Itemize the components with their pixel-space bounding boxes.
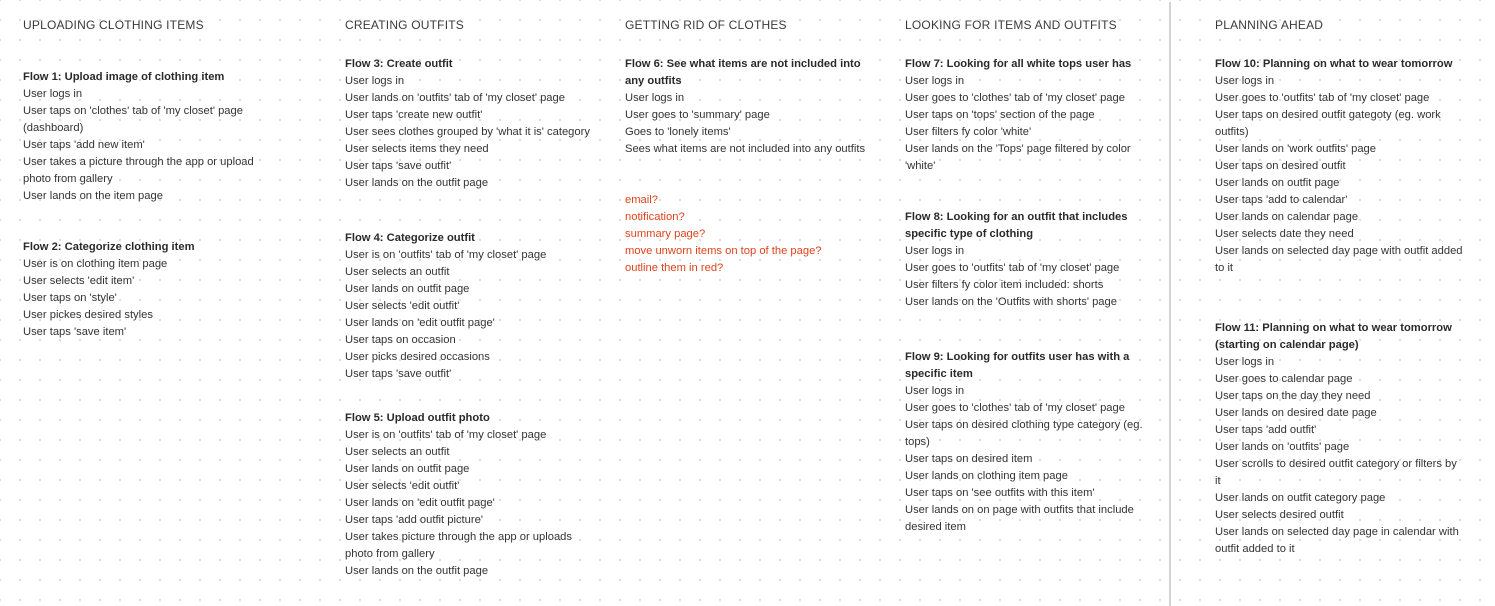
- flow-title: Flow 6: See what items are not included into any outfits: [625, 58, 861, 87]
- flow-step: User scrolls to desired outfit category or filters by it: [1215, 458, 1457, 487]
- flow-step: User selects 'edit item': [23, 275, 135, 287]
- flow-step: User goes to 'outfits' tab of 'my closet' page: [1215, 92, 1430, 104]
- flow-step: User logs in: [905, 75, 965, 87]
- flow-step: User lands on 'outfits' tab of 'my closet' page: [345, 92, 565, 104]
- flow-step: User selects an outfit: [345, 266, 450, 278]
- flow-step: User taps 'add outfit picture': [345, 514, 483, 526]
- flow-3: [345, 56, 600, 192]
- flow-step: User logs in: [1215, 356, 1275, 368]
- flow-step: User taps 'save outfit': [345, 160, 452, 172]
- column-divider: [1169, 2, 1171, 606]
- flow-2: [23, 239, 278, 341]
- flow-step: User goes to 'outfits' tab of 'my closet' page: [905, 262, 1120, 274]
- flow-step: User logs in: [905, 385, 965, 397]
- flow-step: User selects items they need: [345, 143, 489, 155]
- flow-step: User pickes desired styles: [23, 309, 153, 321]
- flow-step: User lands on the outfit page: [345, 565, 489, 577]
- flow-step: User is on clothing item page: [23, 258, 168, 270]
- flow-step: User logs in: [1215, 75, 1275, 87]
- flow-step: User filters fy color item included: shorts: [905, 279, 1104, 291]
- flow-step: User lands on 'work outfits' page: [1215, 143, 1376, 155]
- flow-step: User goes to 'clothes' tab of 'my closet' page: [905, 92, 1125, 104]
- flow-step: Goes to 'lonely items': [625, 126, 731, 138]
- flow-step: User lands on 'edit outfit page': [345, 497, 495, 509]
- flow-title: Flow 1: Upload image of clothing item: [23, 71, 225, 83]
- flow-4: [345, 230, 600, 383]
- flow-title: Flow 11: Planning on what to wear tomorrow (starting on calendar page): [1215, 322, 1452, 351]
- flow-step: User lands on 'outfits' page: [1215, 441, 1350, 453]
- flow-title: Flow 3: Create outfit: [345, 58, 453, 70]
- flow-title: Flow 9: Looking for outfits user has with a specific item: [905, 351, 1130, 380]
- flow-step: User sees clothes grouped by 'what it is' category: [345, 126, 590, 138]
- note: outline them in red?: [625, 262, 724, 274]
- flow-6: [625, 56, 870, 158]
- flow-step: User taps 'add outfit': [1215, 424, 1317, 436]
- flow-step: User lands on the outfit page: [345, 177, 489, 189]
- flow-8: [905, 209, 1153, 311]
- note: notification?: [625, 211, 685, 223]
- flow-step: User filters fy color 'white': [905, 126, 1032, 138]
- flow-step: User taps on desired outfit gategoty (eg. work outfits): [1215, 109, 1441, 138]
- flow-step: User lands on selected day page with outfit added to it: [1215, 245, 1463, 274]
- flow-step: User selects date they need: [1215, 228, 1354, 240]
- flow-step: User takes picture through the app or uploads photo from gallery: [345, 531, 572, 560]
- flow-step: User selects 'edit outfit': [345, 300, 460, 312]
- flow-1: [23, 69, 278, 205]
- flow-step: User taps on 'tops' section of the page: [905, 109, 1095, 121]
- flow-step: User takes a picture through the app or upload photo from gallery: [23, 156, 254, 185]
- column-title: GETTING RID OF CLOTHES: [625, 18, 787, 32]
- note: email?: [625, 194, 658, 206]
- flow-step: User lands on the 'Outfits with shorts' page: [905, 296, 1117, 308]
- column-title: CREATING OUTFITS: [345, 18, 464, 32]
- flow-step: User is on 'outfits' tab of 'my closet' page: [345, 429, 547, 441]
- flow-step: User taps on desired outfit: [1215, 160, 1346, 172]
- flow-10: [1215, 56, 1465, 277]
- flow-step: User taps on 'clothes' tab of 'my closet' page (dashboard): [23, 105, 243, 134]
- flow-step: User taps on desired item: [905, 453, 1033, 465]
- flow-11: [1215, 320, 1465, 558]
- flow-step: User taps 'create new outfit': [345, 109, 483, 121]
- flow-step: User lands on desired date page: [1215, 407, 1377, 419]
- flow-title: Flow 4: Categorize outfit: [345, 232, 475, 244]
- flow-title: Flow 8: Looking for an outfit that includes specific type of clothing: [905, 211, 1128, 240]
- flow-step: User taps on occasion: [345, 334, 456, 346]
- flow-step: User taps 'add to calendar': [1215, 194, 1348, 206]
- open-questions: [625, 192, 875, 277]
- flow-5: [345, 410, 600, 580]
- flow-step: User goes to calendar page: [1215, 373, 1353, 385]
- flow-step: User selects an outfit: [345, 446, 450, 458]
- flow-step: User logs in: [905, 245, 965, 257]
- flow-step: User goes to 'clothes' tab of 'my closet' page: [905, 402, 1125, 414]
- note: move unworn items on top of the page?: [625, 245, 822, 257]
- flow-step: User goes to 'summary' page: [625, 109, 770, 121]
- flow-step: User taps on the day they need: [1215, 390, 1371, 402]
- column-title: UPLOADING CLOTHING ITEMS: [23, 18, 204, 32]
- flow-step: User lands on on page with outfits that include desired item: [905, 504, 1134, 533]
- flow-step: Sees what items are not included into any outfits: [625, 143, 866, 155]
- flow-step: User taps 'save outfit': [345, 368, 452, 380]
- flow-step: User logs in: [345, 75, 405, 87]
- flow-title: Flow 5: Upload outfit photo: [345, 412, 490, 424]
- flow-step: User lands on outfit page: [345, 283, 470, 295]
- flow-step: User lands on 'edit outfit page': [345, 317, 495, 329]
- note: summary page?: [625, 228, 706, 240]
- flow-title: Flow 2: Categorize clothing item: [23, 241, 195, 253]
- column-title: PLANNING AHEAD: [1215, 18, 1324, 32]
- flow-step: User lands on the 'Tops' page filtered by color 'white': [905, 143, 1131, 172]
- flow-step: User selects 'edit outfit': [345, 480, 460, 492]
- flow-9: [905, 349, 1153, 536]
- flow-step: User logs in: [23, 88, 83, 100]
- flow-step: User lands on selected day page in calendar with outfit added to it: [1215, 526, 1459, 555]
- flow-step: User lands on clothing item page: [905, 470, 1068, 482]
- flow-step: User lands on outfit page: [345, 463, 470, 475]
- flow-title: Flow 10: Planning on what to wear tomorrow: [1215, 58, 1453, 70]
- flow-step: User logs in: [625, 92, 685, 104]
- flow-step: User lands on outfit page: [1215, 177, 1340, 189]
- flow-step: User taps on desired clothing type category (eg. tops): [905, 419, 1143, 448]
- flow-step: User taps 'save item': [23, 326, 127, 338]
- flow-step: User taps on 'see outfits with this item': [905, 487, 1095, 499]
- flow-step: User taps on 'style': [23, 292, 117, 304]
- flow-step: User lands on outfit category page: [1215, 492, 1386, 504]
- flow-title: Flow 7: Looking for all white tops user has: [905, 58, 1132, 70]
- flow-step: User selects desired outfit: [1215, 509, 1344, 521]
- column-title: LOOKING FOR ITEMS AND OUTFITS: [905, 18, 1117, 32]
- flow-step: User taps 'add new item': [23, 139, 145, 151]
- flow-7: [905, 56, 1153, 175]
- flow-step: User lands on calendar page: [1215, 211, 1359, 223]
- flow-step: User lands on the item page: [23, 190, 163, 202]
- flow-step: User picks desired occasions: [345, 351, 490, 363]
- flow-step: User is on 'outfits' tab of 'my closet' page: [345, 249, 547, 261]
